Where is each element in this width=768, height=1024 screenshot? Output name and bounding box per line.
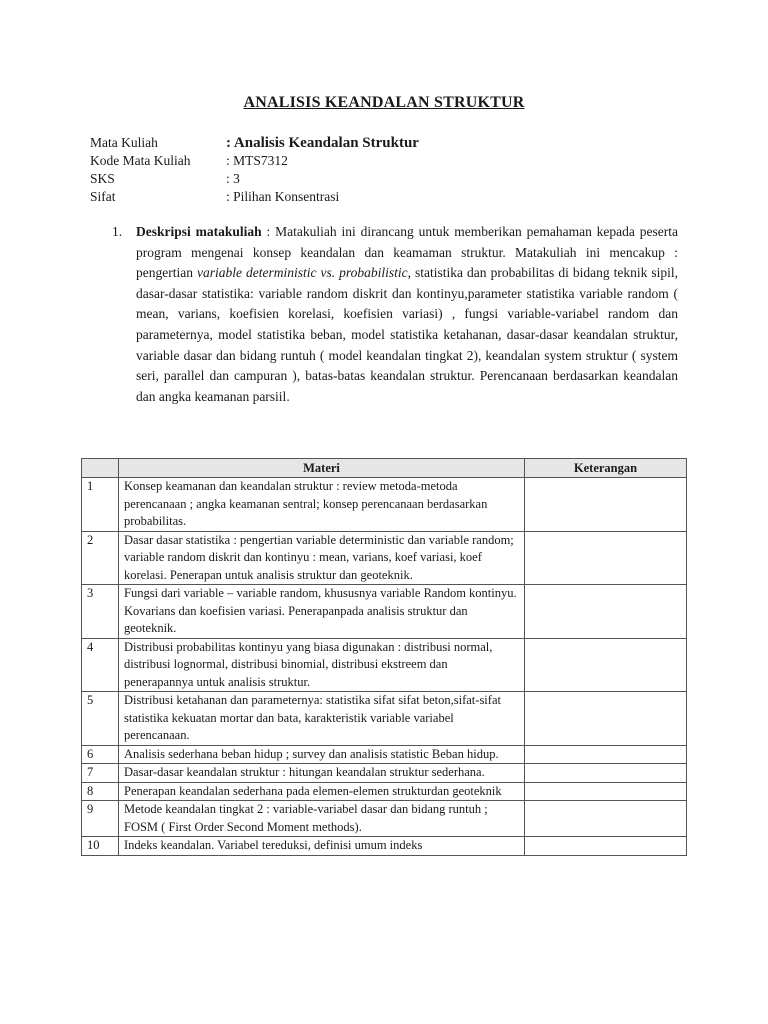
row-number: 9 <box>82 801 119 837</box>
row-keterangan <box>525 692 687 746</box>
meta-row-kode <box>90 152 419 170</box>
table-row <box>82 837 687 856</box>
header-keterangan: Keterangan <box>525 459 687 478</box>
document-title: ANALISIS KEANDALAN STRUKTUR <box>243 94 525 111</box>
row-keterangan <box>525 837 687 856</box>
table-row <box>82 478 687 532</box>
row-materi: Distribusi probabilitas kontinyu yang biasa digunakan : distribusi normal, distribusi lognormal, distribusi binomial, distribusi ekstreem dan penerapannya untuk analisis struktur. <box>119 638 525 692</box>
meta-row-mata-kuliah <box>90 134 419 152</box>
table-body <box>82 478 687 856</box>
table-row <box>82 801 687 837</box>
row-keterangan <box>525 745 687 764</box>
row-materi: Konsep keamanan dan keandalan struktur : review metoda-metoda perencanaan ; angka keamanan sentral; konsep perencanaan berdasarkan probabilitas. <box>119 478 525 532</box>
meta-value: : Analisis Keandalan Struktur <box>226 135 419 151</box>
row-number: 1 <box>82 478 119 532</box>
row-keterangan <box>525 638 687 692</box>
header-materi: Materi <box>119 459 525 478</box>
row-materi: Indeks keandalan. Variabel tereduksi, definisi umum indeks <box>119 837 525 856</box>
description-text-b: , statistika dan probabilitas di bidang teknik sipil, dasar-dasar statistika: variable random diskrit dan kontinyu,parameter statistika variable random ( mean, varians, koefisien korelasi, koefisien variasi) , fungsi variable-variabel random dan parameternya, model statistika beban, model statistika ketahanan, dasar-dasar keandalan struktur, variable dasar dan bidang runtuh ( model keandalan tingkat 2), keandalan system struktur ( system seri, parallel dan campuran ), batas-batas keandalan struktur. Perencanaan berdasarkan keandalan dan angka keamanan parsiil. <box>136 265 678 404</box>
materi-table <box>81 458 687 856</box>
row-materi: Dasar dasar statistika : pengertian variable deterministic dan variable random; variable random diskrit dan kontinyu : mean, varians, koef variasi, koef korelasi. Penerapan untuk analisis struktur dan geoteknik. <box>119 531 525 585</box>
row-keterangan <box>525 478 687 532</box>
row-number: 6 <box>82 745 119 764</box>
row-materi: Analisis sederhana beban hidup ; survey dan analisis statistic Beban hidup. <box>119 745 525 764</box>
row-materi: Penerapan keandalan sederhana pada elemen-elemen strukturdan geoteknik <box>119 782 525 801</box>
row-number: 8 <box>82 782 119 801</box>
table-row <box>82 531 687 585</box>
meta-value: : Pilihan Konsentrasi <box>226 189 340 204</box>
row-materi: Fungsi dari variable – variable random, khususnya variable Random kontinyu. Kovarians dan koefisien variasi. Penerapanpada analisis struktur dan geoteknik. <box>119 585 525 639</box>
table-header-row <box>82 459 687 478</box>
course-description <box>112 222 678 407</box>
row-number: 5 <box>82 692 119 746</box>
meta-value: : 3 <box>226 171 240 186</box>
meta-key: Sifat <box>90 189 116 204</box>
description-text-a: : Matakuliah ini dirancang untuk memberikan pemahaman kepada peserta program mengenai konsep keandalan dan keamaman struktur. Matakuliah ini mencakup : pengertian <box>136 224 678 281</box>
meta-row-sifat <box>90 188 419 206</box>
table-row <box>82 764 687 783</box>
row-number: 10 <box>82 837 119 856</box>
table-row <box>82 692 687 746</box>
description-label: Deskripsi matakuliah <box>136 224 262 239</box>
meta-key: SKS <box>90 171 115 186</box>
row-keterangan <box>525 782 687 801</box>
row-number: 7 <box>82 764 119 783</box>
row-materi: Distribusi ketahanan dan parameternya: statistika sifat sifat beton,sifat-sifat statistika kekuatan mortar dan bata, karakteristik variable variabel perencanaan. <box>119 692 525 746</box>
row-number: 2 <box>82 531 119 585</box>
description-body <box>136 222 678 407</box>
meta-key: Mata Kuliah <box>90 135 158 150</box>
description-number: 1. <box>112 224 123 239</box>
header-no <box>82 459 119 478</box>
meta-key: Kode Mata Kuliah <box>90 153 191 168</box>
row-number: 4 <box>82 638 119 692</box>
row-keterangan <box>525 531 687 585</box>
table-row <box>82 638 687 692</box>
table-row <box>82 782 687 801</box>
table-row <box>82 745 687 764</box>
description-italic: variable deterministic vs. probabilistic <box>197 265 408 281</box>
row-keterangan <box>525 585 687 639</box>
row-materi: Metode keandalan tingkat 2 : variable-variabel dasar dan bidang runtuh ; FOSM ( First Order Second Moment methods). <box>119 801 525 837</box>
meta-value: : MTS7312 <box>226 153 288 168</box>
row-number: 3 <box>82 585 119 639</box>
row-keterangan <box>525 764 687 783</box>
table-row <box>82 585 687 639</box>
row-materi: Dasar-dasar keandalan struktur : hitungan keandalan struktur sederhana. <box>119 764 525 783</box>
meta-row-sks <box>90 170 419 188</box>
course-meta <box>90 134 419 206</box>
row-keterangan <box>525 801 687 837</box>
